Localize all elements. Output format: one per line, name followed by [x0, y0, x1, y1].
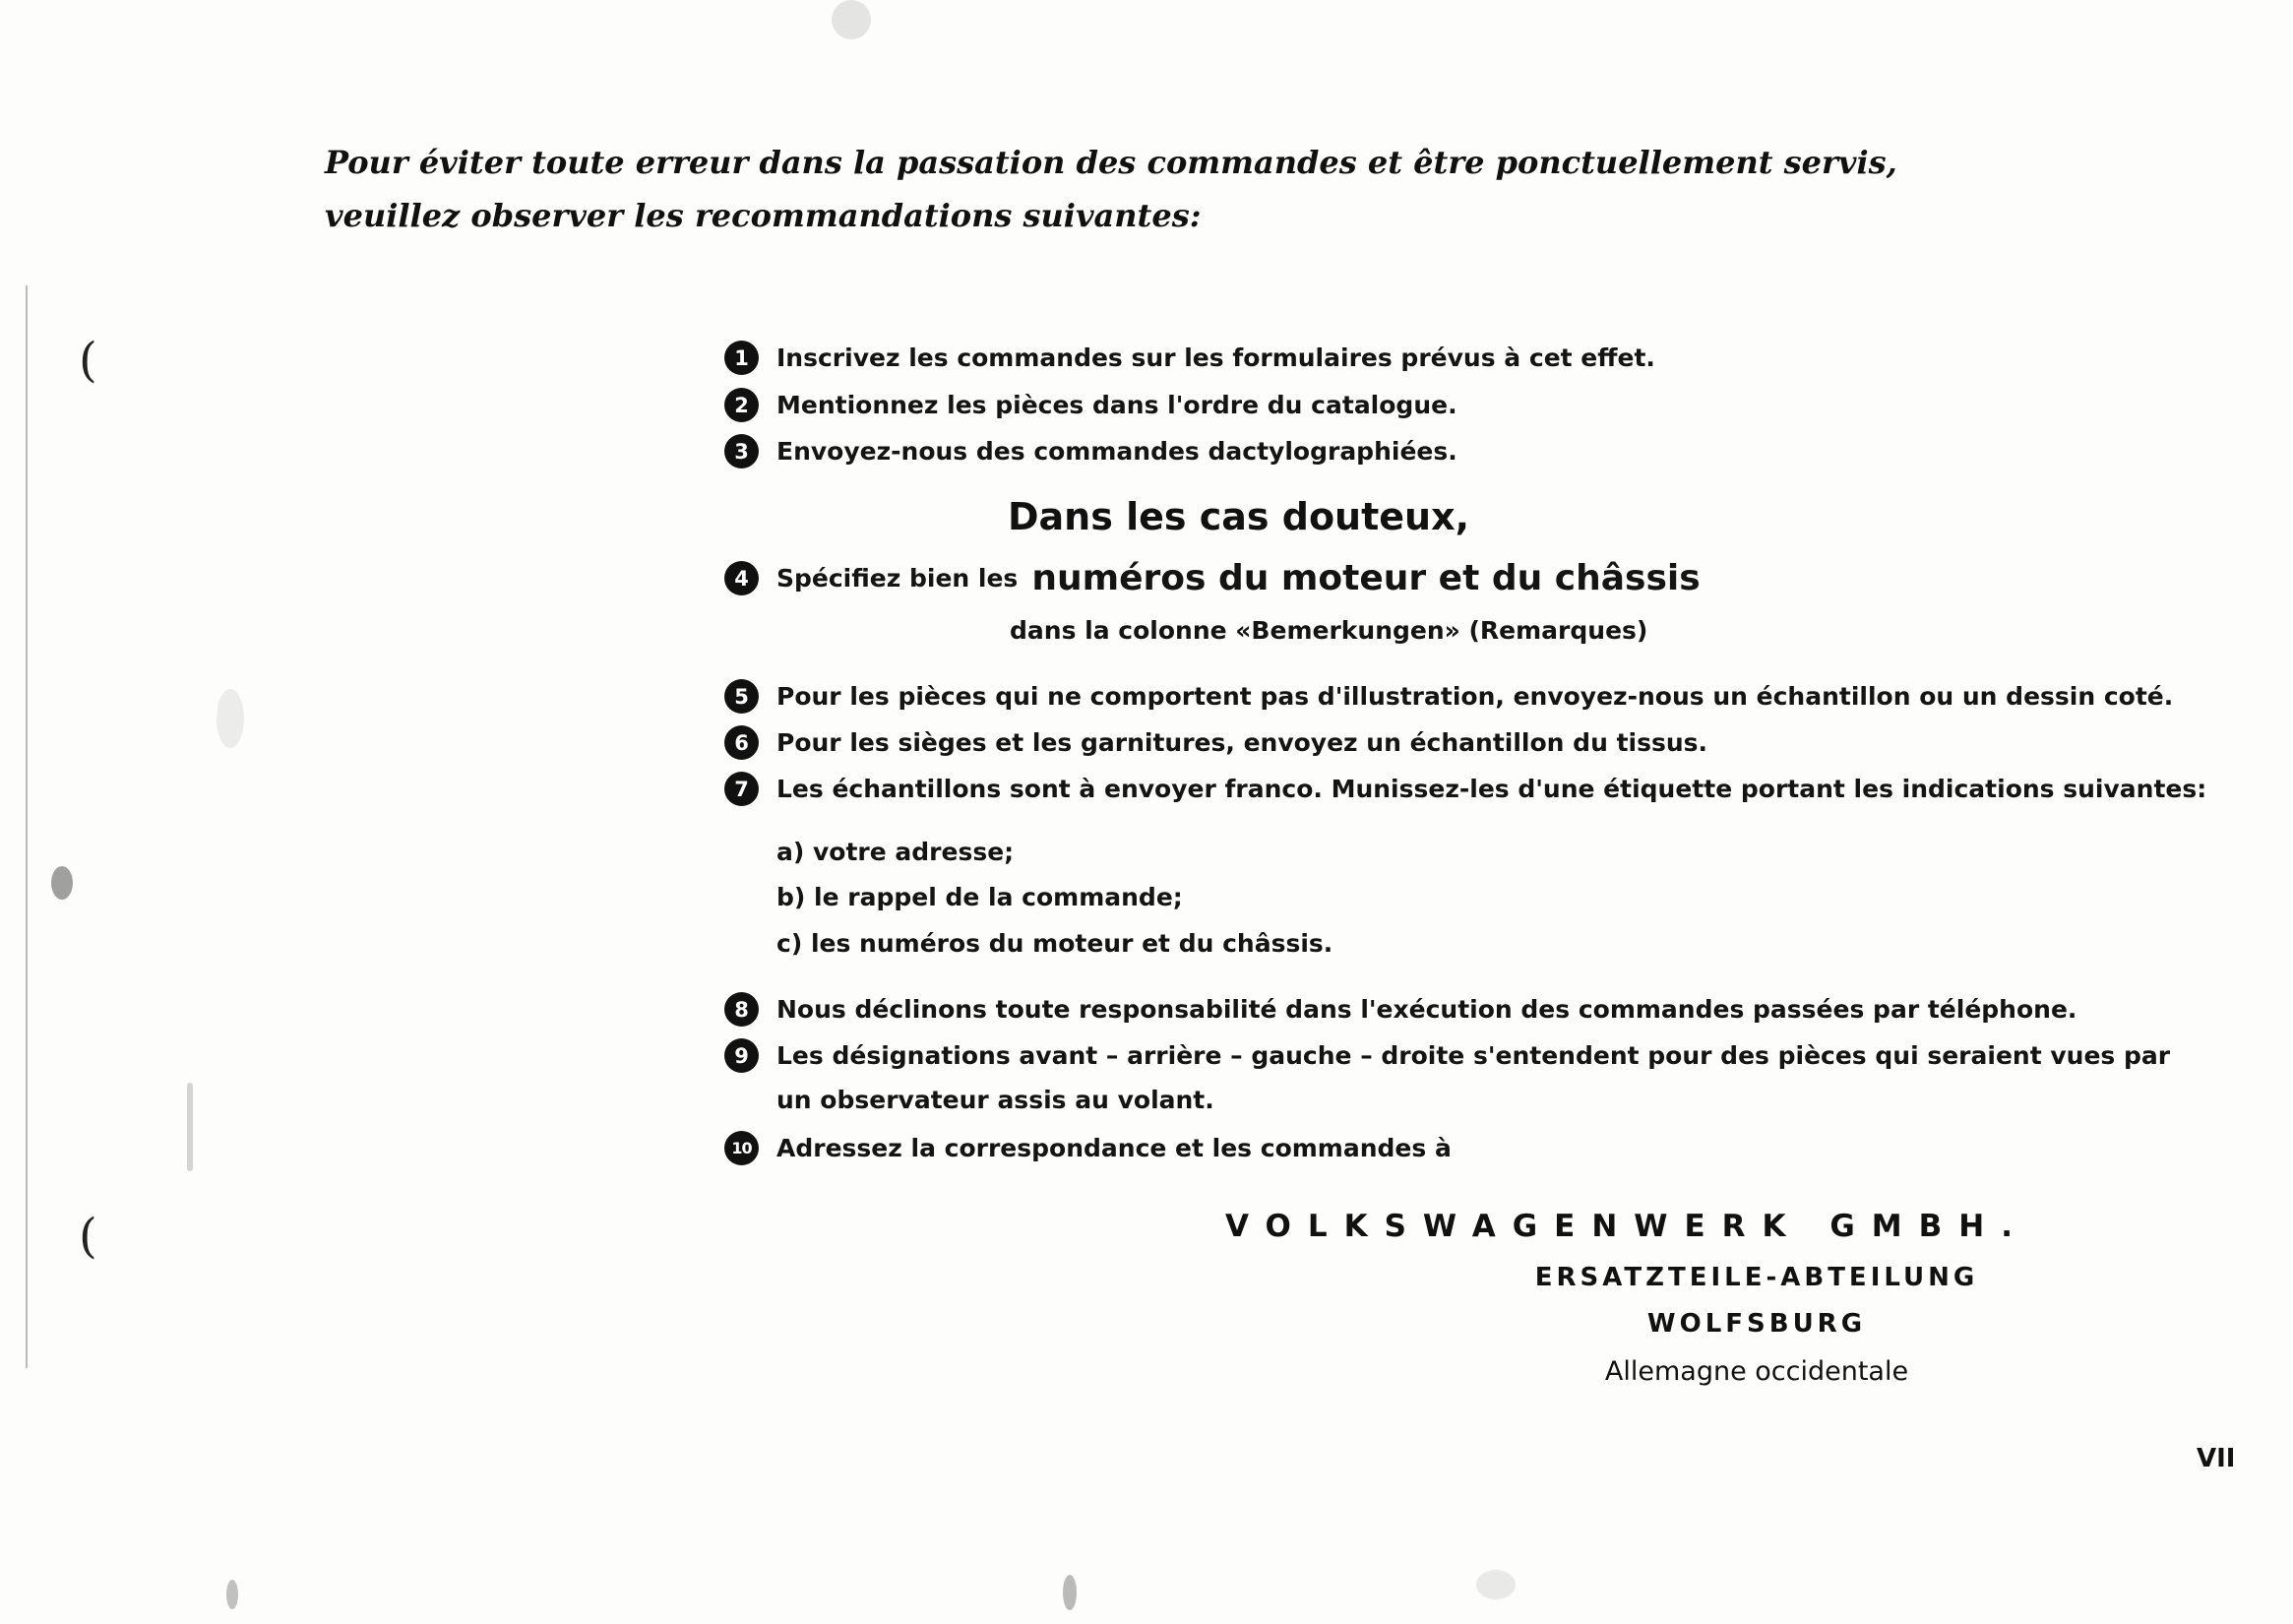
recommendation-text: Envoyez-nous des commandes dactylographiées.: [776, 437, 1457, 466]
recommendation-2: [724, 388, 1457, 422]
recommendation-text: Mentionnez les pièces dans l'ordre du catalogue.: [776, 391, 1457, 419]
binding-hole-mark: (: [79, 333, 97, 388]
scan-speck: [51, 866, 73, 900]
recommendation-text: Les désignations avant – arrière – gauche – droite s'entendent pour des pièces qui seraient vues par: [776, 1041, 2171, 1070]
recommendation-3: [724, 434, 1457, 468]
scan-speck: [226, 1580, 238, 1609]
number-badge: 5: [724, 679, 759, 714]
department-name: ERSATZTEILE-ABTEILUNG: [1534, 1263, 1979, 1292]
recommendation-6: [724, 725, 1707, 760]
recommendation-7: [724, 772, 2206, 806]
number-badge: 7: [724, 772, 759, 806]
number-badge: 1: [724, 341, 759, 375]
subitem-a: a) votre adresse;: [776, 838, 1015, 866]
number-badge: 6: [724, 725, 759, 760]
recommendation-4-note: dans la colonne «Bemerkungen» (Remarques): [1010, 616, 1648, 645]
page-number: VII: [2197, 1444, 2236, 1473]
number-badge: 4: [724, 561, 759, 595]
recommendation-text: Spécifiez bien les: [776, 564, 1019, 593]
intro-paragraph: [325, 136, 1919, 242]
recommendation-10: [724, 1131, 1452, 1165]
intro-line-1: Pour éviter toute erreur dans la passation des commandes et être ponctuellement servis,: [325, 144, 1897, 181]
city-name: WOLFSBURG: [1646, 1309, 1867, 1339]
recommendation-text: Pour les sièges et les garnitures, envoyez un échantillon du tissus.: [776, 728, 1708, 757]
recommendation-text: Les échantillons sont à envoyer franco. Munissez-les d'une étiquette portant les indications suivantes:: [776, 775, 2207, 803]
scan-edge-line: [26, 285, 28, 1368]
scan-speck: [1063, 1575, 1077, 1610]
recommendation-text: Nous déclinons toute responsabilité dans l'exécution des commandes passées par téléphone.: [776, 995, 2077, 1024]
recommendation-5: [724, 679, 2173, 714]
number-badge: 8: [724, 992, 759, 1027]
scan-speck: [187, 1083, 193, 1171]
recommendation-8: [724, 992, 2076, 1027]
recommendation-9: [724, 1038, 2170, 1073]
recommendation-4: [724, 558, 1701, 598]
recommendation-emphasis: numéros du moteur et du châssis: [1031, 558, 1701, 598]
recommendation-9-continued: un observateur assis au volant.: [776, 1086, 1214, 1114]
number-badge: 10: [724, 1131, 759, 1165]
country-name: Allemagne occidentale: [1604, 1356, 1909, 1387]
scan-speck: [832, 0, 871, 39]
scan-speck: [1476, 1570, 1516, 1599]
doubt-heading: Dans les cas douteux,: [1008, 495, 1470, 538]
recommendation-1: [724, 341, 1655, 375]
subitem-c: c) les numéros du moteur et du châssis.: [776, 929, 1333, 958]
scan-speck: [217, 689, 244, 748]
intro-line-2: veuillez observer les recommandations suivantes:: [325, 197, 1202, 234]
number-badge: 9: [724, 1038, 759, 1073]
recommendation-text: Adressez la correspondance et les commandes à: [776, 1134, 1452, 1162]
subitem-b: b) le rappel de la commande;: [776, 883, 1183, 911]
recommendation-text: Pour les pièces qui ne comportent pas d'illustration, envoyez-nous un échantillon ou un dessin coté.: [776, 682, 2174, 711]
company-name: VOLKSWAGENWERK GMBH.: [1225, 1209, 2029, 1244]
binding-hole-mark: (: [79, 1209, 97, 1264]
number-badge: 2: [724, 388, 759, 422]
recommendation-text: Inscrivez les commandes sur les formulaires prévus à cet effet.: [776, 344, 1655, 372]
number-badge: 3: [724, 434, 759, 468]
